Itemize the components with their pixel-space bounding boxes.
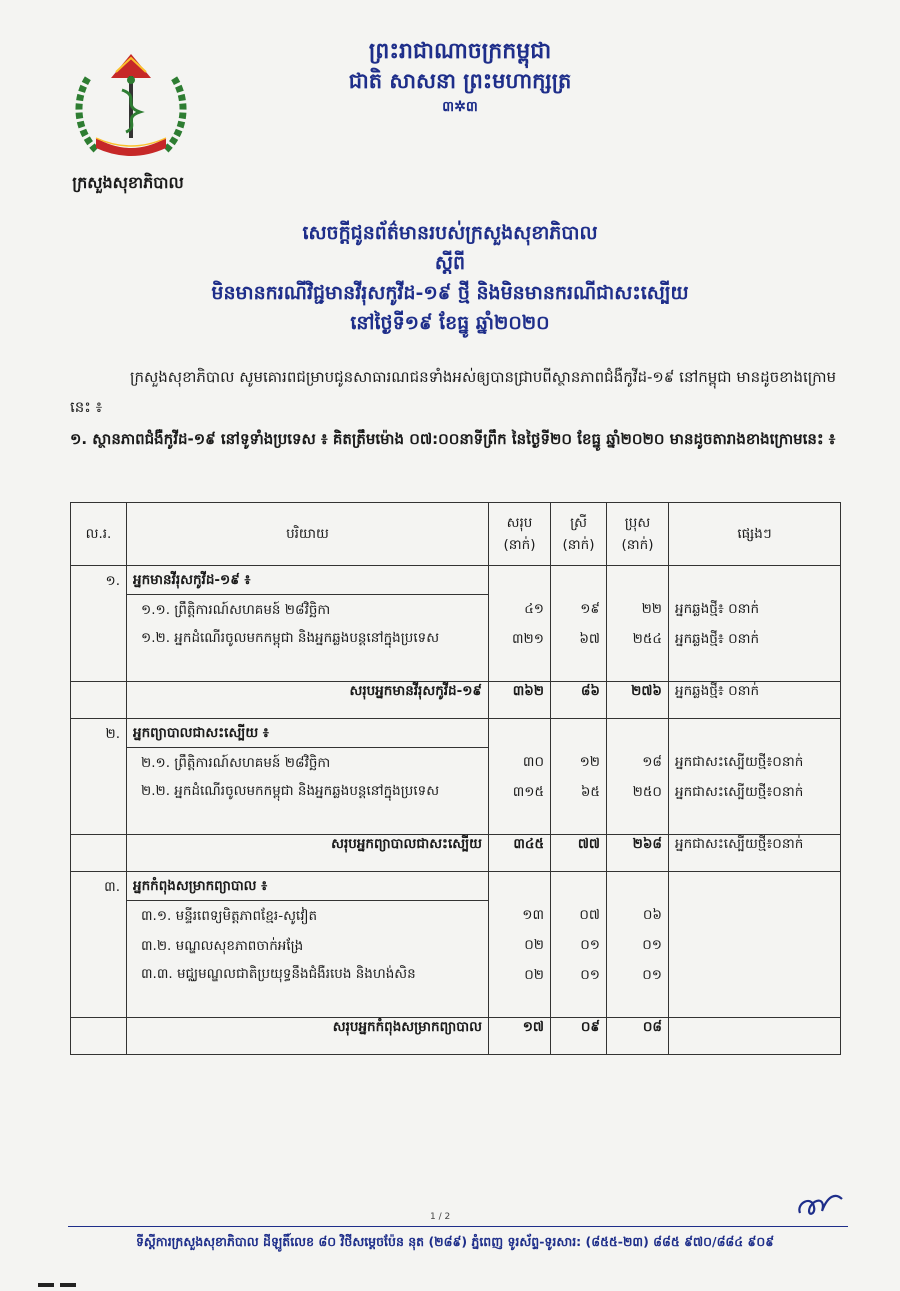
table-cell-other: អ្នកឆ្លងថ្មី៖ ០នាក់ bbox=[675, 631, 760, 647]
group-title: អ្នកមានវីរុសកូវីដ-១៩ ៖ bbox=[127, 566, 489, 595]
header-other: ផ្សេងៗ bbox=[669, 503, 841, 566]
subtotal-other: អ្នកឆ្លងថ្មី៖ ០នាក់ bbox=[669, 682, 841, 719]
title-line-2: ស្តីពី bbox=[434, 252, 466, 274]
ministry-emblem-icon bbox=[66, 50, 196, 162]
subtotal-spacer bbox=[71, 1018, 127, 1055]
table-cell-male: ០៦ bbox=[642, 907, 662, 923]
table-cell-female: ០១ bbox=[580, 967, 600, 983]
covid-status-table bbox=[70, 502, 841, 1055]
group-col-other bbox=[669, 566, 841, 682]
table-cell-total: ៣១៥ bbox=[512, 784, 544, 800]
signature-icon bbox=[792, 1185, 852, 1225]
table-group-title-row bbox=[71, 719, 841, 748]
table-cell-total: ០២ bbox=[524, 937, 544, 953]
header-total: សរុប (នាក់) bbox=[489, 503, 551, 566]
table-group-title-row bbox=[71, 566, 841, 595]
table-cell-male: ០១ bbox=[642, 937, 662, 953]
subtotal-row bbox=[71, 1018, 841, 1055]
subtotal-total: ១៧ bbox=[489, 1018, 551, 1055]
group-col-other bbox=[669, 872, 841, 1018]
group-col-female bbox=[551, 566, 607, 682]
subtotal-female: ៨៦ bbox=[551, 682, 607, 719]
ornament: ៣✲៣ bbox=[442, 99, 478, 115]
page-number: 1 / 2 bbox=[430, 1212, 451, 1222]
row-description: ៣.៣. មជ្ឈមណ្ឌលជាតិប្រយុទ្ធនឹងជំងឺរបេង និងហង់សិន bbox=[127, 961, 489, 1018]
header-male: ប្រុស (នាក់) bbox=[607, 503, 669, 566]
table-cell-total: ៤១ bbox=[524, 601, 544, 617]
header-no: ល.រ. bbox=[71, 503, 127, 566]
table-cell-female: ៦៧ bbox=[579, 631, 600, 647]
table-cell-total: ១៣ bbox=[522, 907, 544, 923]
table-cell-other bbox=[675, 930, 834, 960]
subtotal-row bbox=[71, 835, 841, 872]
table-cell-female: ០៧ bbox=[579, 907, 600, 923]
kingdom-line-1: ព្រះរាជាណាចក្រកម្ពុជា bbox=[368, 38, 552, 64]
document-title bbox=[120, 218, 780, 338]
subtotal-male: ០៨ bbox=[607, 1018, 669, 1055]
row-description: ១.១. ព្រឹត្តិការណ៍សហគមន៍ ២៨វិច្ឆិកា bbox=[127, 595, 489, 626]
table-cell-female: ១២ bbox=[579, 754, 600, 770]
group-col-male bbox=[607, 566, 669, 682]
subtotal-spacer bbox=[71, 835, 127, 872]
group-col-total bbox=[489, 872, 551, 1018]
header-female: ស្រី (នាក់) bbox=[551, 503, 607, 566]
title-line-1: សេចក្តីជូនព័ត៌មានរបស់ក្រសួងសុខាភិបាល bbox=[302, 222, 598, 244]
table-cell-female: ០១ bbox=[580, 937, 600, 953]
table-cell-other bbox=[675, 960, 834, 1016]
footer-address: ទីស្តីការក្រសួងសុខាភិបាល ដីឡូតិ៍លេខ ៨០ វិថីសម្តេចប៉ែន នុត (២៨៩) ភ្នំពេញ ទូរស័ព្ទ-ទូរសារ: (៨៥៥-២៣) ៨៨៥ ៩៧០/៨៨៤ ៩០៩ bbox=[135, 1234, 775, 1249]
title-line-4: នៅថ្ងៃទី១៩ ខែធ្នូ ឆ្នាំ២០២០ bbox=[350, 312, 550, 334]
group-col-other bbox=[669, 719, 841, 835]
subtotal-female: ៧៧ bbox=[551, 835, 607, 872]
subtotal-spacer bbox=[71, 682, 127, 719]
subtotal-label: សរុបអ្នកព្យាបាលជាសះស្បើយ bbox=[127, 835, 489, 872]
table-cell-other: អ្នកឆ្លងថ្មី៖ ០នាក់ bbox=[675, 601, 760, 617]
table-cell-total: ០២ bbox=[524, 967, 544, 983]
table-cell-female: ៦៥ bbox=[580, 784, 600, 800]
subtotal-total: ៣៦២ bbox=[489, 682, 551, 719]
subtotal-total: ៣៤៥ bbox=[489, 835, 551, 872]
table-cell-male: ២៥០ bbox=[632, 784, 662, 800]
table-group-title-row bbox=[71, 872, 841, 901]
subtotal-other: អ្នកជាសះស្បើយថ្មី៖០នាក់ bbox=[669, 835, 841, 872]
table-cell-other: អ្នកជាសះស្បើយថ្មី៖០នាក់ bbox=[675, 754, 804, 770]
subtotal-label: សរុបអ្នកកំពុងសម្រាកព្យាបាល bbox=[127, 1018, 489, 1055]
row-description: ១.២. អ្នកដំណើរចូលមកកម្ពុជា និងអ្នកឆ្លងបន្តនៅក្នុងប្រទេស bbox=[127, 625, 489, 682]
subtotal-male: ២៧៦ bbox=[607, 682, 669, 719]
group-title: អ្នកកំពុងសម្រាកព្យាបាល ៖ bbox=[127, 872, 489, 901]
table-cell-male: ២៥៤ bbox=[632, 631, 662, 647]
row-description: ៣.១. មន្ទីរពេទ្យមិត្តភាពខ្មែរ-សូវៀត bbox=[127, 901, 489, 932]
table-header-row bbox=[71, 503, 841, 566]
group-col-total bbox=[489, 566, 551, 682]
table-cell-other bbox=[675, 900, 834, 930]
footer-divider bbox=[68, 1226, 848, 1227]
group-number: ២. bbox=[71, 719, 127, 835]
intro-text: ក្រសួងសុខាភិបាល សូមគោរពជម្រាបជូនសាធារណជនទាំងអស់ឲ្យបានជ្រាបពីស្ថានភាពជំងឺកូវីដ-១៩ នៅកម្ពុជា មានដូចខាងក្រោមនេះ ៖ bbox=[70, 368, 836, 416]
scan-marks bbox=[38, 1272, 82, 1291]
row-description: ២.១. ព្រឹត្តិការណ៍សហគមន៍ ២៨វិច្ឆិកា bbox=[127, 748, 489, 779]
kingdom-heading bbox=[280, 36, 640, 118]
table-cell-female: ១៩ bbox=[580, 601, 600, 617]
group-col-female bbox=[551, 719, 607, 835]
header-desc: បរិយាយ bbox=[127, 503, 489, 566]
title-line-3: មិនមានករណីវិជ្ជមានវីរុសកូវីដ-១៩ ថ្មី និងមិនមានករណីជាសះស្បើយ bbox=[211, 282, 689, 304]
intro-paragraph bbox=[70, 362, 840, 422]
row-description: ២.២. អ្នកដំណើរចូលមកកម្ពុជា និងអ្នកឆ្លងបន្តនៅក្នុងប្រទេស bbox=[127, 778, 489, 835]
subtotal-row bbox=[71, 682, 841, 719]
subtotal-other bbox=[669, 1018, 841, 1055]
group-col-total bbox=[489, 719, 551, 835]
table-cell-male: ០១ bbox=[642, 967, 662, 983]
table-cell-male: ១៨ bbox=[642, 754, 662, 770]
section-1-heading: ១. ស្ថានភាពជំងឺកូវីដ-១៩ នៅទូទាំងប្រទេស ៖ គិតត្រឹមម៉ោង ០៧:០០នាទីព្រឹក នៃថ្ងៃទី២០ ខែធ្នូ ឆ្នាំ២០២០ មានដូចតារាងខាងក្រោមនេះ ៖ bbox=[70, 430, 836, 448]
group-title: អ្នកព្យាបាលជាសះស្បើយ ៖ bbox=[127, 719, 489, 748]
table-cell-other: អ្នកជាសះស្បើយថ្មី៖០នាក់ bbox=[675, 784, 804, 800]
subtotal-label: សរុបអ្នកមានវីរុសកូវីដ-១៩ bbox=[127, 682, 489, 719]
table-cell-total: ៣០ bbox=[522, 754, 544, 770]
table-cell-total: ៣២១ bbox=[512, 631, 544, 647]
ministry-caption: ក្រសួងសុខាភិបាល bbox=[72, 173, 184, 192]
kingdom-motto: ជាតិ សាសនា ព្រះមហាក្សត្រ bbox=[348, 68, 572, 93]
group-col-male bbox=[607, 719, 669, 835]
subtotal-female: ០៩ bbox=[551, 1018, 607, 1055]
group-col-male bbox=[607, 872, 669, 1018]
subtotal-male: ២៦៨ bbox=[607, 835, 669, 872]
table-cell-male: ២២ bbox=[641, 601, 662, 617]
group-number: ១. bbox=[71, 566, 127, 682]
group-number: ៣. bbox=[71, 872, 127, 1018]
group-col-female bbox=[551, 872, 607, 1018]
row-description: ៣.២. មណ្ឌលសុខភាពចាក់អង្រែ bbox=[127, 931, 489, 961]
